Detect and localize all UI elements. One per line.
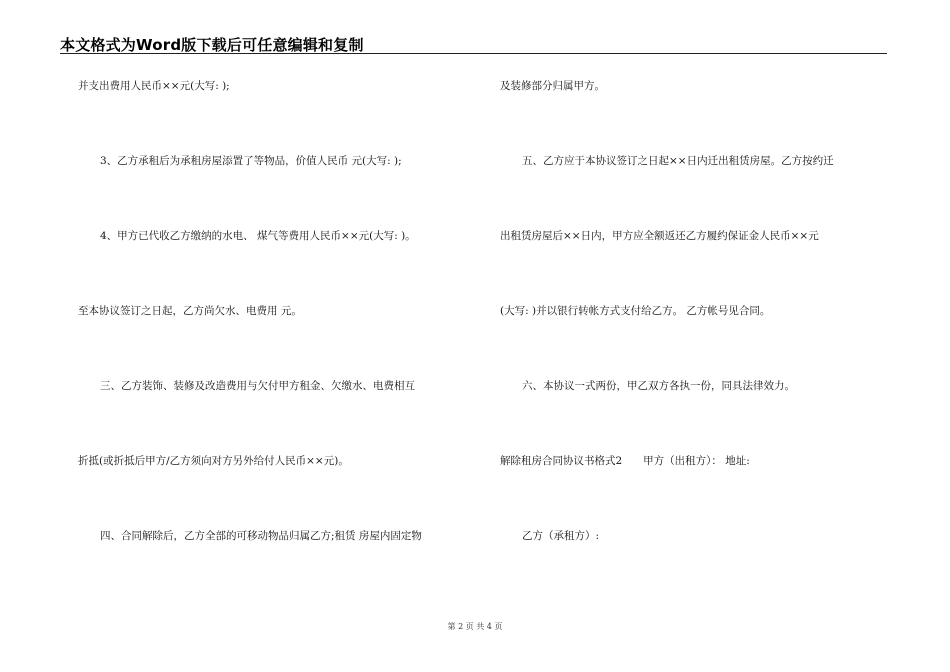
- right-line-7: 乙方（承租方）:: [522, 530, 600, 542]
- right-line-1: 及装修部分归属甲方。: [500, 80, 605, 92]
- right-line-4: (大写: )并以银行转帐方式支付给乙方。 乙方帐号见合同。: [500, 305, 771, 317]
- right-line-2: 五、乙方应于本协议签订之日起××日内迁出租赁房屋。乙方按约迁: [522, 155, 834, 167]
- left-line-6: 折抵(或折抵后甲方/乙方须向对方另外给付人民币××元)。: [78, 455, 349, 467]
- left-line-5: 三、乙方装饰、装修及改造费用与欠付甲方租金、欠缴水、电费相互: [100, 380, 415, 392]
- left-line-4: 至本协议签订之日起，乙方尚欠水、电费用 元。: [78, 305, 302, 317]
- right-line-3: 出租赁房屋后××日内，甲方应全额返还乙方履约保证金人民币××元: [500, 230, 819, 242]
- download-banner: 本文格式为Word版下载后可任意编辑和复制: [60, 36, 364, 54]
- header-divider: [60, 53, 887, 54]
- right-line-6: 解除租房合同协议书格式2 甲方（出租方）： 地址:: [500, 455, 750, 467]
- right-line-5: 六、本协议一式两份，甲乙双方各执一份，同具法律效力。: [522, 380, 795, 392]
- left-line-3: 4、甲方已代收乙方缴纳的水电、 煤气等费用人民币××元(大写: )。: [100, 230, 416, 242]
- page-number: 第 2 页 共 4 页: [447, 622, 503, 631]
- left-line-7: 四、合同解除后，乙方全部的可移动物品归属乙方;租赁 房屋内固定物: [100, 530, 422, 542]
- left-line-1: 并支出费用人民币××元(大写: );: [78, 80, 230, 92]
- left-line-2: 3、乙方承租后为承租房屋添置了等物品，价值人民币 元(大写: );: [100, 155, 402, 167]
